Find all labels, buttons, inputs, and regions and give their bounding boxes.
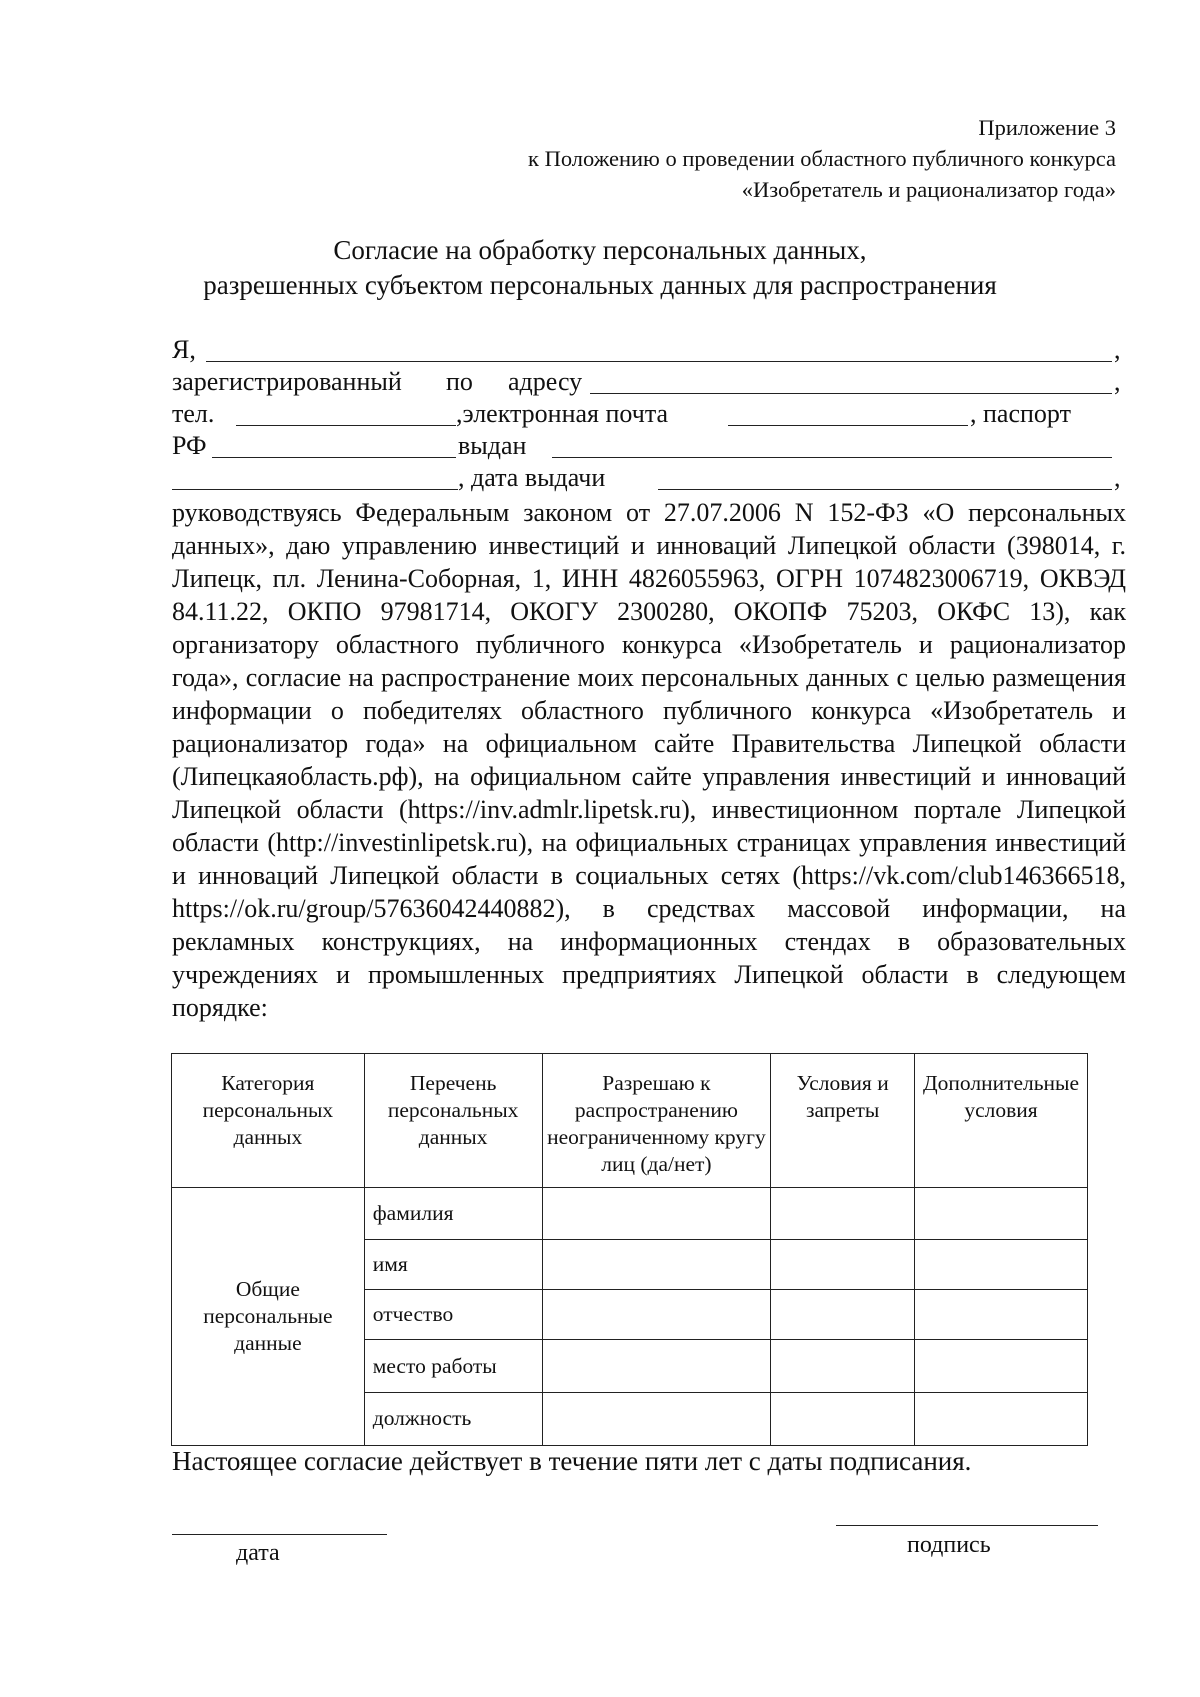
header-additional: Дополнительные условия [915, 1054, 1088, 1188]
form-line-address [172, 366, 1122, 398]
cell-permission[interactable] [542, 1392, 771, 1445]
consent-paragraph: руководствуясь Федеральным законом от 27.07.2006 N 152-ФЗ «О персональных данных», даю управлению инвестиций и инноваций Липецкой области (398014, г. Липецк, пл. Ленина-Соборная, 1, ИНН 4826055963, ОГРН 1074823006719, ОКВЭД 84.11.22, ОКПО 97981714, ОКОГУ 2300280, ОКОПФ 75203, ОКФС 13), как организатору областного публичного конкурса «Изобретатель и рационализатор года», согласие на распространение моих персональных данных с целью размещения информации о победителях областного публичного конкурса «Изобретатель и рационализатор года» на официальном сайте Правительства Липецкой области (Липецкаяобласть.рф), на официальном сайте управления инвестиций и инноваций Липецкой области (https://inv.admlr.lipetsk.ru), инвестиционном портале Липецкой области (http://investinlipetsk.ru), на официальных страницах управления инвестиций и инноваций Липецкой области в социальных сетях (https://vk.com/club146366518, https://ok.ru/group/57636042440882), в средствах массовой информации, на рекламных конструкциях, на информационных стендах в образовательных учреждениях и промышленных предприятиях Липецкой области в следующем порядке: [172, 498, 1126, 1022]
item-name: имя [364, 1239, 542, 1289]
cell-conditions[interactable] [771, 1187, 915, 1239]
appendix-contest-name: «Изобретатель и рационализатор года» [741, 177, 1116, 202]
appendix-header [528, 112, 1116, 205]
form-line-name [172, 334, 1122, 366]
form-line-contacts [172, 398, 1122, 430]
cell-additional[interactable] [915, 1392, 1088, 1445]
cell-additional[interactable] [915, 1290, 1088, 1340]
permissions-table [171, 1053, 1088, 1446]
header-category: Категория персональных данных [172, 1054, 365, 1188]
cell-conditions[interactable] [771, 1290, 915, 1340]
appendix-reference: к Положению о проведении областного публичного конкурса [528, 146, 1116, 171]
label-address: адресу [508, 367, 583, 396]
title-line-1: Согласие на обработку персональных данных, [333, 235, 867, 265]
document-title [0, 233, 1200, 303]
field-full-name[interactable] [206, 334, 1112, 362]
label-tel: тел. [172, 399, 215, 428]
validity-statement: Настоящее согласие действует в течение пяти лет с даты подписания. [172, 1446, 972, 1476]
label-email: ,электронная почта [456, 399, 669, 428]
header-permission: Разрешаю к распространению неограниченному кругу лиц (да/нет) [542, 1054, 771, 1188]
item-surname: фамилия [364, 1187, 542, 1239]
label-ya: Я, [172, 335, 196, 364]
cell-additional[interactable] [915, 1239, 1088, 1289]
cell-permission[interactable] [542, 1340, 771, 1392]
header-conditions: Условия и запреты [771, 1054, 915, 1188]
label-issued: выдан [458, 431, 527, 460]
appendix-number: Приложение 3 [978, 115, 1116, 140]
label-registered: зарегистрированный [172, 367, 402, 396]
item-position: должность [364, 1392, 542, 1445]
comma: , [1114, 335, 1121, 364]
field-issued-by[interactable] [552, 430, 1112, 458]
form-line-issue-date [172, 462, 1122, 494]
cell-conditions[interactable] [771, 1392, 915, 1445]
consent-body [172, 496, 1126, 1024]
table-header-row [172, 1054, 1088, 1188]
field-address[interactable] [590, 366, 1112, 394]
header-list: Перечень персональных данных [364, 1054, 542, 1188]
field-issued-by-continued[interactable] [172, 462, 458, 490]
comma: , [1114, 463, 1121, 492]
field-issue-date[interactable] [658, 462, 1112, 490]
label-rf: РФ [172, 431, 207, 460]
cell-permission[interactable] [542, 1290, 771, 1340]
category-cell: Общие персональные данные [172, 1187, 365, 1445]
label-po: по [446, 367, 473, 396]
label-passport: , паспорт [970, 399, 1071, 428]
cell-conditions[interactable] [771, 1340, 915, 1392]
cell-conditions[interactable] [771, 1239, 915, 1289]
field-phone[interactable] [236, 398, 456, 426]
field-email[interactable] [728, 398, 968, 426]
signature-label: подпись [907, 1532, 991, 1558]
cell-permission[interactable] [542, 1187, 771, 1239]
label-issue-date: , дата выдачи [458, 463, 606, 492]
item-patronymic: отчество [364, 1290, 542, 1340]
cell-additional[interactable] [915, 1187, 1088, 1239]
date-signature-line[interactable] [172, 1534, 387, 1535]
date-label: дата [236, 1540, 280, 1566]
form-line-passport [172, 430, 1122, 462]
signature-line[interactable] [836, 1525, 1098, 1526]
field-passport-number[interactable] [212, 430, 456, 458]
item-workplace: место работы [364, 1340, 542, 1392]
title-line-2: разрешенных субъектом персональных данных для распространения [203, 270, 997, 300]
cell-permission[interactable] [542, 1239, 771, 1289]
table-row [172, 1187, 1088, 1239]
cell-additional[interactable] [915, 1340, 1088, 1392]
comma: , [1114, 367, 1121, 396]
